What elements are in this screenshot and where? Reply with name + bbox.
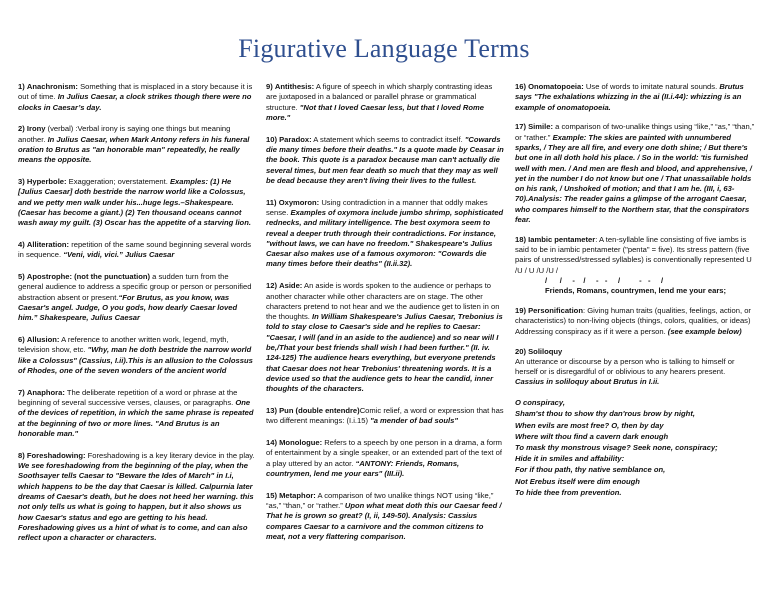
poem-line: O conspiracy, — [515, 398, 565, 408]
column-middle — [266, 82, 504, 554]
term-hyperbole: 3) Hyperbole: Exaggeration; overstatement. Examples: (1) He [Julius Caesar] doth bestride the narrow world like a Colossus, and we petty men walk under his...huge legs.–Shakespeare. (Caesar has become a giant.) (2) Ten thousand oceans cannot wash away my guilt. (3) Oscar has the appetite of a starving lion. — [18, 177, 251, 228]
column-right — [515, 82, 755, 498]
poem-line: Hide it in smiles and affability: — [515, 454, 625, 464]
term-aside: 12) Aside: An aside is words spoken to the audience or perhaps to another character while other characters are on stage. The other characters pretend to not hear and we the audience get to listen in on the thoughts. In William Shakespeare's Julius Caesar, Trebonius is told to stay close to Caesar's side and he replies to Caesar: "Caesar, I will (and in an aside to the audience) and so near will I be,/That your best friends shall wish I had been further." (II. iv. 124-125) The audience hears everything, but everyone pretends that Caesar does not hear Trebonius' threatening words. It is a device used so that the audience gets to hear the candid, inner thoughts of the characters. — [266, 281, 503, 394]
term-metaphor: 15) Metaphor: A comparison of two unalike things NOT using “like,” “as,” “than,” or “rather.” Upon what meat doth this our Caesar feed / That he is grown so great? (I, ii, 149-50). Analysis: Cassius compares Caesar to a carnivore and the common citizens to meat, not a very flattering comparison. — [266, 490, 502, 541]
poem-line: To mask thy monstrous visage? Seek none, conspiracy; — [515, 443, 718, 453]
poem-line: When evils are most free? O, then by day — [515, 420, 664, 430]
term-simile: 17) Simile: a comparison of two-unalike things using “like,” “as,” “than,” or “rather.” Example: The skies are painted with unnumbered sparks, / They are all fire, and every one doth shine; / But there's but one in all doth hold his place. / So in the world: 'tis furnished well with men. / And men are flesh and blood, and apprehensive, / yet in the number I do not know but one / That unassailable holds on his rank, / Unshoked of motion; and that I am he. (III, i, 63-70).Analysis: The reader gains a glimpse of the arrogant Caesar, who compares himself to the Northern star, that the conspirators fear. — [515, 122, 755, 225]
poem-line: For if thou path, thy native semblance on, — [515, 465, 666, 475]
term-allusion: 6) Allusion: A reference to another written work, legend, myth, television show, etc. "Why, man he doth bestride the narrow world like a Colossus" (Cassius, I.ii).This is an allusion to the Colossus of Rhodes, one of the seven wonders of the ancient world — [18, 335, 253, 376]
term-irony: 2) Irony (verbal) :Verbal irony is saying one things but meaning another. In Julius Caesar, when Mark Antony refers in his funeral oration to Brutus as "an honorable man" repeatedly, he really means the opposite. — [18, 124, 250, 165]
term-iambic-pentameter: 18) Iambic pentameter: A ten-syllable line consisting of five iambs is said to be in iambic pentameter ("penta" = five). Its stress pattern (five pairs of unstressed/stressed syllables) is conventionally represented U /U / U /U /U / / / - / - - / - - / Friends, Romans, countrymen, lend me your ears; — [515, 235, 755, 297]
term-anaphora: 7) Anaphora: The deliberate repetition of a word or phrase at the beginning of several successive verses, clauses, or paragraphs. One of the devices of repetition, in which the same phrase is repeated at the beginning of two or more lines. "And Brutus is an honorable man." — [18, 387, 254, 439]
term-paradox: 10) Paradox: A statement which seems to contradict itself. "Cowards die many times before their deaths." Is a quote made by Ceasar in the book. This quote is a paradox because man can't actually die several times, but men fear death so much that they may as well be dead because they aren't living their lives to the fullest. — [266, 134, 504, 185]
column-left — [18, 82, 255, 555]
term-antithesis: 9) Antithesis: A figure of speech in which sharply contrasting ideas are juxtaposed in a balanced or parallel phrase or grammatical structure. "Not that I loved Caesar less, but that I loved Rome more." — [266, 82, 493, 122]
poem-line: Sham'st thou to show thy dan'rous brow by night, — [515, 409, 695, 419]
meter-example-line: Friends, Romans, countrymen, lend me your ears; — [545, 286, 727, 296]
page-title: Figurative Language Terms — [238, 34, 530, 63]
term-anachronism: 1) Anachronism: Something that is misplaced in a story because it is out of time. In Julius Caesar, a clock strikes though there were no clocks in Caesar’s day. — [18, 82, 253, 112]
term-onomatopoeia: 16) Onomatopoeia: Use of words to imitate natural sounds. Brutus says "The exhalations whizzing in the ai (II.i.44): whizzing is an example of onomatopoeia. — [515, 82, 744, 112]
poem-line: To hide thee from prevention. — [515, 487, 622, 497]
term-alliteration: 4) Alliteration: repetition of the same sound beginning several words in sequence. “Veni, vidi, vici.” Julius Caesar — [18, 240, 252, 260]
term-pun: 13) Pun (double entendre)Comic relief, a word or expression that has two different meanings: (I.i.15) "a mender of bad souls" — [266, 406, 504, 426]
poem-line: Not Erebus itself were dim enough — [515, 476, 640, 486]
term-monologue: 14) Monologue: Refers to a speech by one person in a drama, a form of entertainment by a single speaker, or an extended part of the text of a play uttered by an actor. “ANTONY: Friends, Romans, countrymen, lend me your ears" (III.ii). — [266, 438, 502, 478]
term-oxymoron: 11) Oxymoron: Using contradiction in a manner that oddly makes sense. Examples of oxymora include jumbo shrimp, sophisticated rednecks, and military intelligence. The best oxymora seem to reveal a deeper truth through their contradictions. For instance, "without laws, we can have no freedom." Shakespeare's Julius Caesar also makes use of a famous oxymoron: "Cowards die many times before their deaths" (II.ii.32). — [266, 197, 504, 269]
term-soliloquy: 20) Soliloquy An utterance or discourse by a person who is talking to himself or herself or is disregardful of or oblivious to any hearers present. Cassius in soliloquy about Brutus in I.ii. — [515, 346, 735, 387]
poem-line: Where wilt thou find a cavern dark enough — [515, 431, 669, 441]
meter-stress-marks: / / - / - - / - - / — [545, 276, 664, 286]
term-personification: 19) Personification: Giving human traits (qualities, feelings, action, or characteristics) to non-living objects (things, colors, qualities, or ideas) Addressing conspiracy as if it were a person. (see example below) — [515, 306, 751, 336]
soliloquy-poem — [515, 397, 755, 498]
term-foreshadowing: 8) Foreshadowing: Foreshadowing is a key literary device in the play. We see foreshadowing from the beginning of the play, when the Soothsayer tells Caesar to "Beware the Ides of March" in I.i, which happens to be the day that Caesar is killed. Calpurnia later dreams of Caesar's death, but he does not heed her warning. this not only tells us what is going to happen, but it also shows us how Caesar's status and ego are getting to his head. Foreshadowing gives us a hint of what is to come, and can also reflect upon a character or characters. — [18, 450, 255, 543]
term-apostrophe: 5) Apostrophe: (not the punctuation) a sudden turn from the general audience to address a specific group or person or personified abstraction absent or present.“For Brutus, as you know, was Caesar's angel. Judge, O you gods, how dearly Caesar loved him.” Shakespeare, Julius Caesar — [18, 272, 252, 323]
